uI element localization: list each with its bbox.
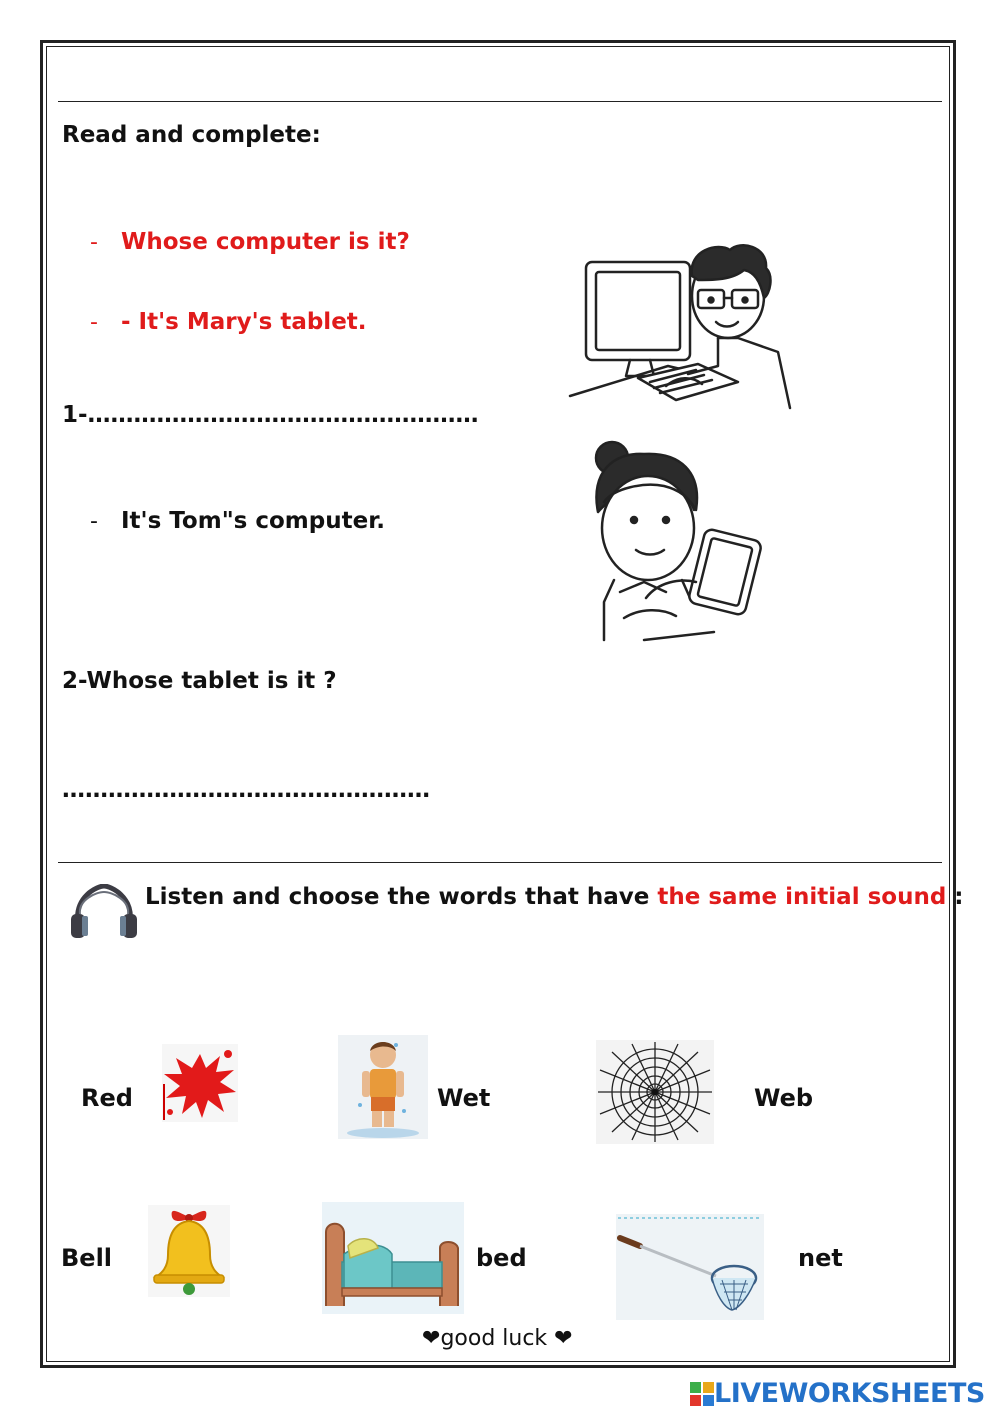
instruction-colon: : — [946, 884, 964, 910]
answer-1: It's Tom"s computer. — [121, 508, 386, 534]
section-title-read: Read and complete: — [62, 122, 321, 148]
question-1-blank[interactable]: 1-…………………………………………… — [62, 402, 479, 428]
boy-computer-illustration — [568, 236, 808, 410]
red-paint-splash-icon — [162, 1044, 238, 1122]
instruction-highlight: the same initial sound — [657, 884, 947, 910]
spider-web-icon — [596, 1040, 714, 1144]
liveworksheets-logo-icon — [690, 1382, 714, 1406]
word-web[interactable]: Web — [754, 1084, 814, 1112]
girl-tablet-illustration — [584, 432, 774, 644]
example-question: Whose computer is it? — [121, 229, 410, 255]
section-divider — [58, 862, 942, 863]
liveworksheets-brand[interactable] — [690, 1378, 985, 1409]
word-red[interactable]: Red — [81, 1084, 133, 1112]
bed-icon — [322, 1202, 464, 1314]
listening-instruction — [145, 886, 964, 909]
brand-name: LIVEWORKSHEETS — [714, 1378, 985, 1409]
top-divider — [58, 101, 942, 102]
instruction-text: Listen and choose the words that have — [145, 884, 658, 910]
bullet-dash: - — [90, 509, 98, 534]
word-bed[interactable]: bed — [476, 1244, 527, 1272]
word-wet[interactable]: Wet — [437, 1084, 491, 1112]
bell-icon — [148, 1205, 230, 1297]
heart-icon: ❤ — [554, 1326, 573, 1351]
bullet-dash: - — [90, 230, 98, 255]
good-luck-text: good luck — [440, 1326, 548, 1351]
wet-boy-icon — [338, 1035, 428, 1139]
bullet-dash: - — [90, 310, 98, 335]
word-bell[interactable]: Bell — [61, 1244, 113, 1272]
question-2: 2-Whose tablet is it ? — [62, 668, 337, 694]
word-net[interactable]: net — [798, 1244, 843, 1272]
good-luck-footer — [422, 1328, 573, 1350]
fishing-net-icon — [616, 1214, 764, 1320]
example-answer: - It's Mary's tablet. — [121, 309, 367, 335]
heart-icon: ❤ — [422, 1326, 441, 1351]
answer-2-blank[interactable]: ………………………………………… — [62, 777, 430, 803]
headphones-icon — [68, 884, 140, 940]
